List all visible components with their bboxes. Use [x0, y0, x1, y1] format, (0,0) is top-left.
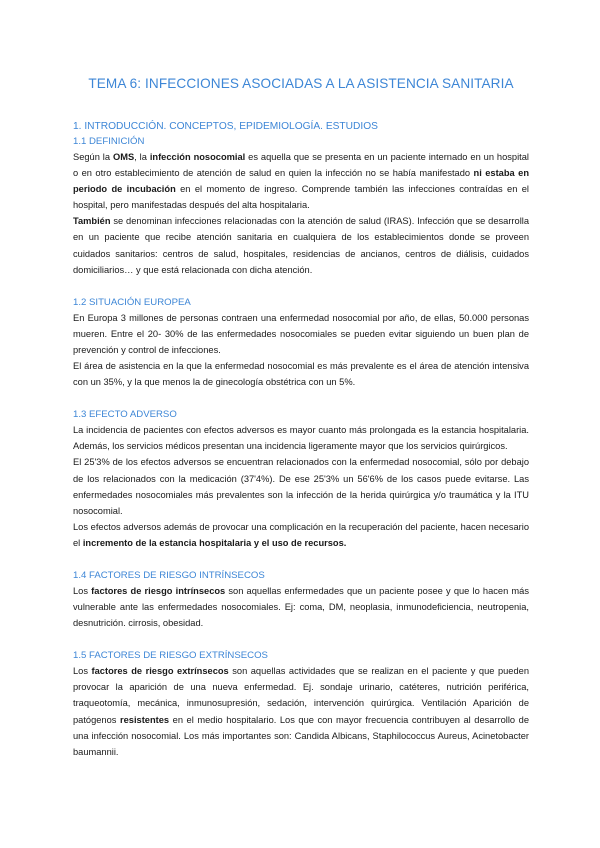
paragraph-situacion-europea-2: El área de asistencia en la que la enfermedad nosocomial es más prevalente es el área de atención intensiva con un 35%, y la que menos la de ginecología obstétrica con un 5%.: [73, 361, 529, 388]
bold-text: incremento de la estancia hospitalaria y el uso de recursos.: [82, 537, 347, 548]
paragraph-definicion-iras: [73, 213, 529, 277]
bold-text: También: [73, 216, 111, 227]
paragraph-factores-extrinsecos: [73, 663, 529, 760]
subheading-efecto-adverso: 1.3 EFECTO ADVERSO: [73, 409, 177, 421]
subheading-definicion: 1.1 DEFINICIÓN: [73, 136, 145, 147]
bold-text: resistentes: [119, 714, 170, 725]
bold-text: infección nosocomial: [149, 152, 246, 162]
bold-text: OMS: [112, 152, 135, 162]
paragraph-efecto-adverso-1: La incidencia de pacientes con efectos adversos es mayor cuanto más prolongada es la estancia hospitalaria. Además, los servicios médicos presentan una incidencia ligeramente mayor que los servicios quirúrgicos.: [73, 425, 529, 452]
text-run: se denominan infecciones relacionadas con la atención de salud (IRAS). Infección que se desarrolla en un paciente que recibe atención sanitaria en cualquiera de los establecimientos donde se proveen cuidados sanitarios: centros de salud, hospitales, residencias de ancianos, centros de diálisis, cuidados domiciliarios… y que está relacionada con dicha atención.: [73, 216, 529, 275]
subheading-factores-extrinsecos: 1.5 FACTORES DE RIESGO EXTRÍNSECOS: [73, 650, 268, 662]
paragraph-definicion-oms: [73, 149, 529, 213]
text-run: en el medio hospitalario. Los que con mayor frecuencia contribuyen al desarrollo de una infección nosocomial. Los más importantes son: Candida Albicans, Staphilococcus Aureus, Acinetobacter baumannii.: [73, 714, 529, 757]
text-run: , la: [134, 152, 150, 162]
bold-text: factores de riesgo intrínsecos: [91, 585, 226, 596]
text-run: Según la: [73, 152, 113, 162]
text-run: son aquellas actividades que se realizan en el paciente y que pueden provocar la aparición de una nueva enfermedad. Ej. sondaje urinario, catéteres, nutrición periférica, traqueotomía, mecánica, inmunosupresión, sedación, intervención quirúrgica. Ventilación Aparición de patógenos: [73, 666, 529, 725]
document-title: TEMA 6: INFECCIONES ASOCIADAS A LA ASISTENCIA SANITARIA: [88, 76, 514, 91]
subheading-factores-intrinsecos: 1.4 FACTORES DE RIESGO INTRÍNSECOS: [73, 569, 265, 581]
text-run: Los: [73, 666, 92, 677]
section-heading-introduccion: 1. INTRODUCCIÓN. CONCEPTOS, EPIDEMIOLOGÍA. ESTUDIOS: [73, 121, 378, 132]
paragraph-factores-intrinsecos: [73, 583, 529, 631]
paragraph-situacion-europea-1: En Europa 3 millones de personas contraen una enfermedad nosocomial por año, de ellas, 50.000 personas mueren. Entre el 20- 30% de las enfermedades nosocomiales se pueden evitar siguiendo un buen plan de prevención y control de infecciones.: [73, 312, 529, 355]
text-run: Los efectos adversos además de provocar una complicación en la recuperación del paciente, hacen necesario el: [73, 521, 529, 548]
subheading-situacion-europea: 1.2 SITUACIÓN EUROPEA: [73, 296, 191, 308]
bold-text: factores de riesgo extrínsecos: [91, 666, 229, 677]
text-run: en el momento de ingreso. Comprende también las infecciones contraídas en el hospital, pero manifestadas después del alta hospitalaria.: [73, 184, 529, 211]
text-run: es aquella que se presenta en un paciente internado en un hospital o en otro establecimiento de atención de salud en quien la infección no se había manifestado: [73, 152, 529, 179]
text-run: son aquellas enfermedades que un paciente posee y que lo hacen más vulnerable ante las enfermedades nosocomiales. Ej: coma, DM, neoplasia, inmunodeficiencia, neutropenia, desnutrición. cirrosis, obesidad.: [73, 585, 529, 629]
paragraph-efecto-adverso-2: El 25'3% de los efectos adversos se encuentran relacionados con la enfermedad nosocomial, sólo por debajo de los relacionados con la medicación (37'4%). De ese 25'3% un 56'6% de los casos puede evitarse. Las enfermedades nosocomiales más prevalentes son la infección de la herida quirúrgica y/o traumática y la ITU nosocomial.: [73, 457, 529, 516]
text-run: Los: [73, 585, 92, 596]
paragraph-efecto-adverso-3: [73, 519, 529, 551]
bold-text: ni estaba en periodo de incubación: [73, 168, 530, 195]
